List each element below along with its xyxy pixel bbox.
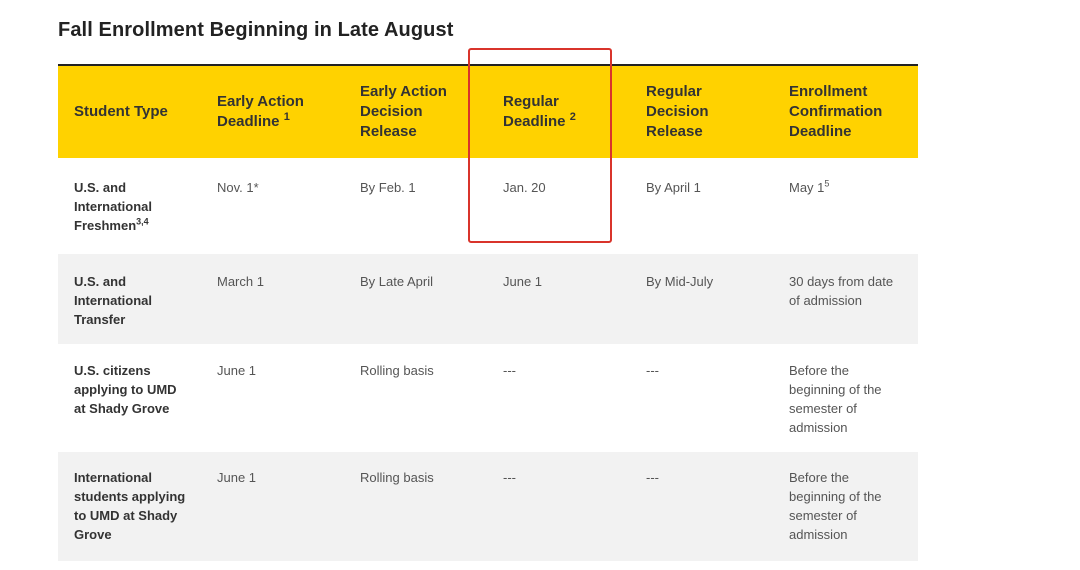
cell-regular-release: ---: [646, 363, 659, 378]
table-row: [58, 344, 918, 452]
footnote-ref: 2: [569, 111, 576, 123]
cell-regular-deadline: ---: [503, 363, 516, 378]
cell-confirmation: Before the beginning of the semester of admission: [789, 363, 882, 435]
header-early-action-release: Early Action Decision Release: [360, 83, 447, 140]
cell-confirmation: 30 days from date of admission: [789, 274, 894, 308]
cell-student-type: International students applying to UMD at Shady Grove: [74, 470, 186, 542]
page-title: Fall Enrollment Beginning in Late August: [58, 19, 454, 41]
cell-early-action-deadline: June 1: [217, 363, 257, 378]
cell-early-action-release: By Late April: [360, 274, 433, 289]
cell-student-type: U.S. and International Transfer: [74, 274, 153, 327]
cell-confirmation: Before the beginning of the semester of admission: [789, 470, 882, 542]
table-row: [58, 452, 918, 561]
header-student-type: Student Type: [74, 103, 168, 120]
header-confirmation-deadline: Enrollment Confirmation Deadline: [789, 83, 883, 140]
cell-regular-release: By Mid-July: [646, 274, 714, 289]
cell-regular-release: By April 1: [646, 180, 701, 195]
header-early-action-deadline: Early Action Deadline $^1$: [217, 93, 304, 130]
cell-early-action-release: By Feb. 1: [360, 180, 416, 195]
header-regular-deadline: Regular Deadline $^2$: [503, 93, 576, 130]
table-header-row: [58, 66, 918, 158]
cell-student-type: U.S. citizens applying to UMD at Shady Grove: [74, 363, 177, 416]
cell-early-action-deadline: June 1: [217, 470, 257, 485]
footnote-ref: 5: [824, 178, 830, 189]
cell-regular-deadline: June 1: [503, 274, 543, 289]
footnote-ref: 1: [283, 111, 290, 123]
enrollment-deadlines-table: [58, 66, 918, 561]
cell-regular-release: ---: [646, 470, 659, 485]
footnote-ref: 3,4: [136, 216, 149, 227]
table-row: [58, 158, 918, 254]
cell-regular-deadline: ---: [503, 470, 516, 485]
enrollment-table-container: [58, 64, 918, 561]
cell-confirmation: May $1^5$: [789, 178, 830, 195]
cell-regular-deadline: Jan. 20: [503, 180, 546, 195]
cell-early-action-deadline: Nov. 1*: [217, 180, 259, 195]
cell-early-action-deadline: March 1: [217, 274, 264, 289]
header-regular-release: Regular Decision Release: [646, 83, 709, 140]
cell-early-action-release: Rolling basis: [360, 363, 434, 378]
cell-early-action-release: Rolling basis: [360, 470, 434, 485]
table-row: [58, 254, 918, 344]
cell-student-type: U.S. and International Freshmen$^{3,4}$: [74, 180, 153, 233]
